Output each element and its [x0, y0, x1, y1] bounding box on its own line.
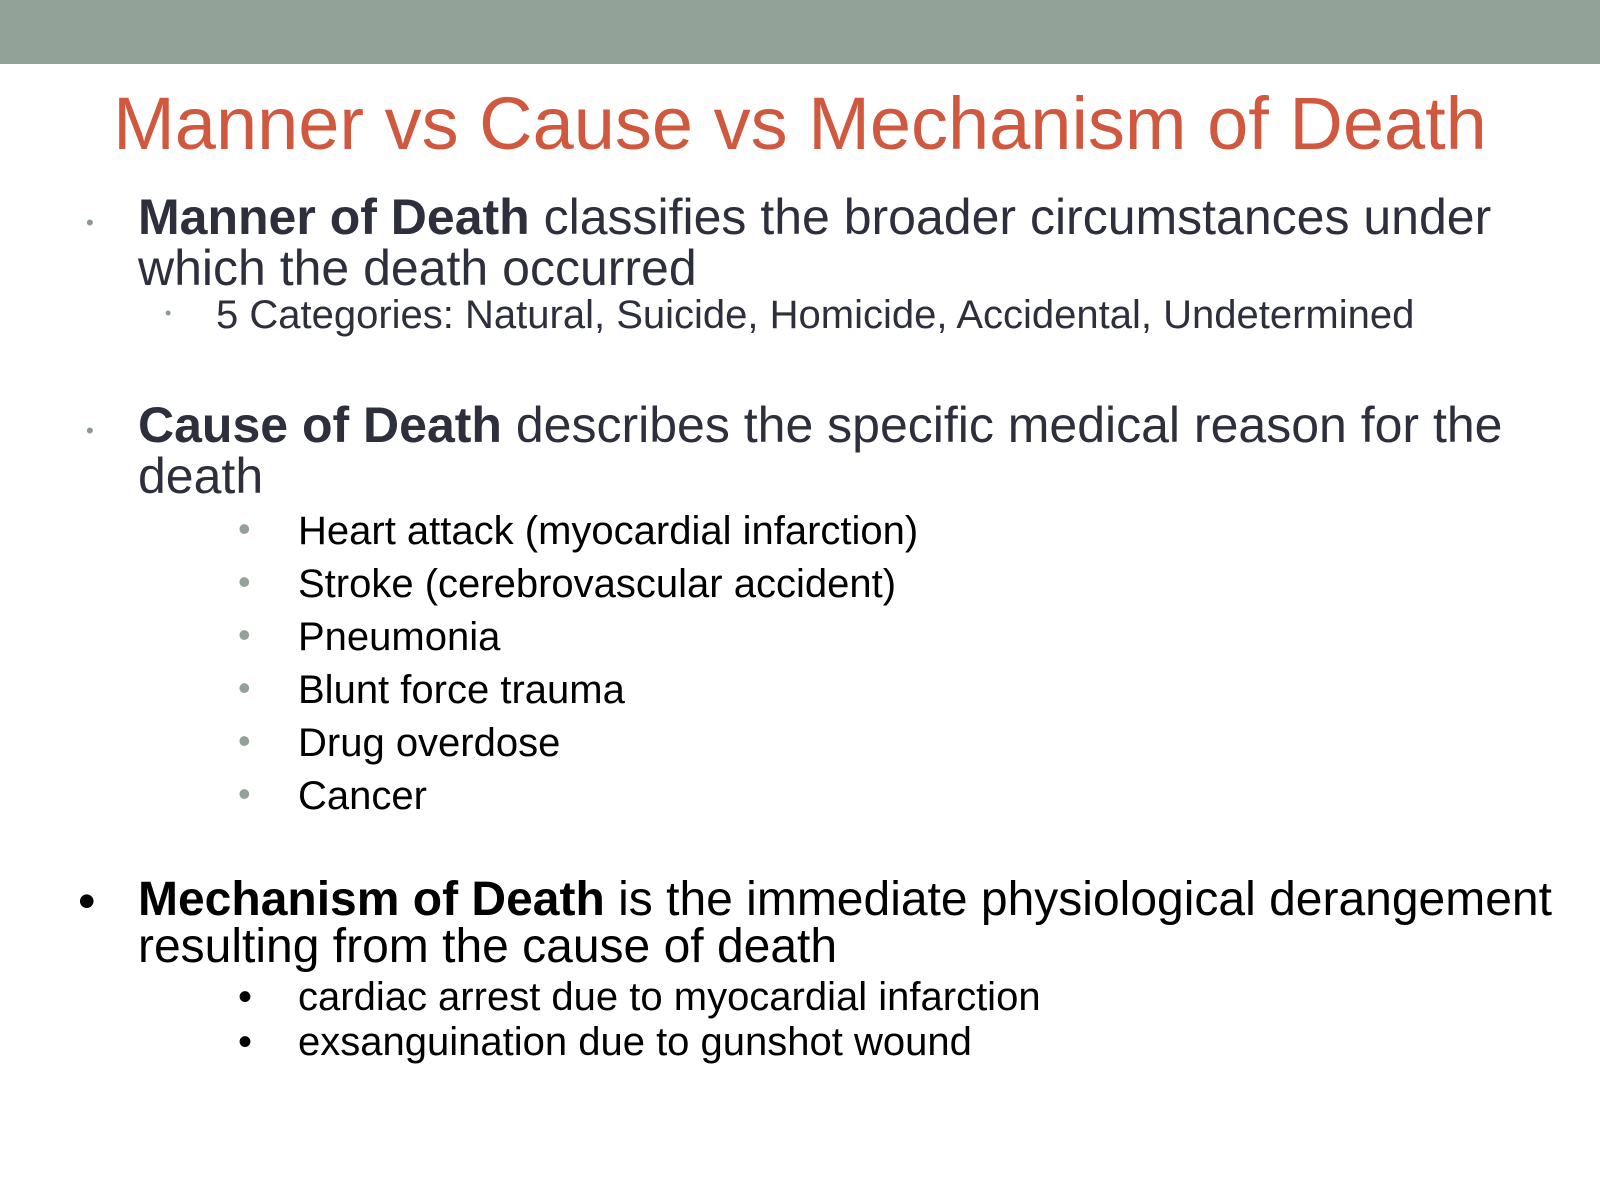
cause-text — [138, 397, 1568, 504]
header-bar — [0, 0, 1600, 64]
mechanism-term: Mechanism of Death — [138, 873, 605, 926]
mechanism-description: is the immediate physiological derangement resulting from the cause of death — [138, 873, 1552, 973]
list-item: Drug overdose — [298, 721, 561, 765]
list-item: Stroke (cerebrovascular accident) — [298, 562, 897, 606]
list-item: Blunt force trauma — [298, 668, 625, 712]
slide-title: Manner vs Cause vs Mechanism of Death — [113, 82, 1487, 165]
list-item: Pneumonia — [298, 615, 501, 659]
bullet-dot-icon: • — [238, 720, 251, 761]
manner-text — [138, 189, 1568, 296]
manner-term: Manner of Death — [138, 189, 530, 245]
bullet-dot-icon: • — [86, 210, 94, 235]
bullet-dot-icon: • — [238, 561, 251, 602]
bullet-dot-icon: • — [238, 1020, 253, 1064]
bullet-dot-icon: • — [238, 508, 251, 549]
bullet-dot-icon: • — [165, 303, 172, 323]
bullet-dot-icon: • — [238, 614, 251, 655]
list-item: Heart attack (myocardial infarction) — [298, 509, 919, 553]
cause-description: describes the specific medical reason for the death — [138, 397, 1503, 504]
bullet-dot-icon: • — [238, 773, 251, 814]
mechanism-text — [138, 873, 1568, 973]
bullet-dot-icon: • — [86, 418, 94, 443]
cause-term: Cause of Death — [138, 397, 502, 453]
list-item: exsanguination due to gunshot wound — [298, 1020, 972, 1064]
bullet-dot-icon: • — [238, 667, 251, 708]
manner-description: classifies the broader circumstances under which the death occurred — [138, 189, 1492, 296]
list-item: Cancer — [298, 774, 427, 818]
list-item: cardiac arrest due to myocardial infarction — [298, 975, 1041, 1019]
bullet-dot-icon: • — [238, 975, 253, 1019]
bullet-dot-icon: • — [78, 873, 96, 929]
manner-categories: 5 Categories: Natural, Suicide, Homicide, Accidental, Undetermined — [216, 293, 1415, 337]
